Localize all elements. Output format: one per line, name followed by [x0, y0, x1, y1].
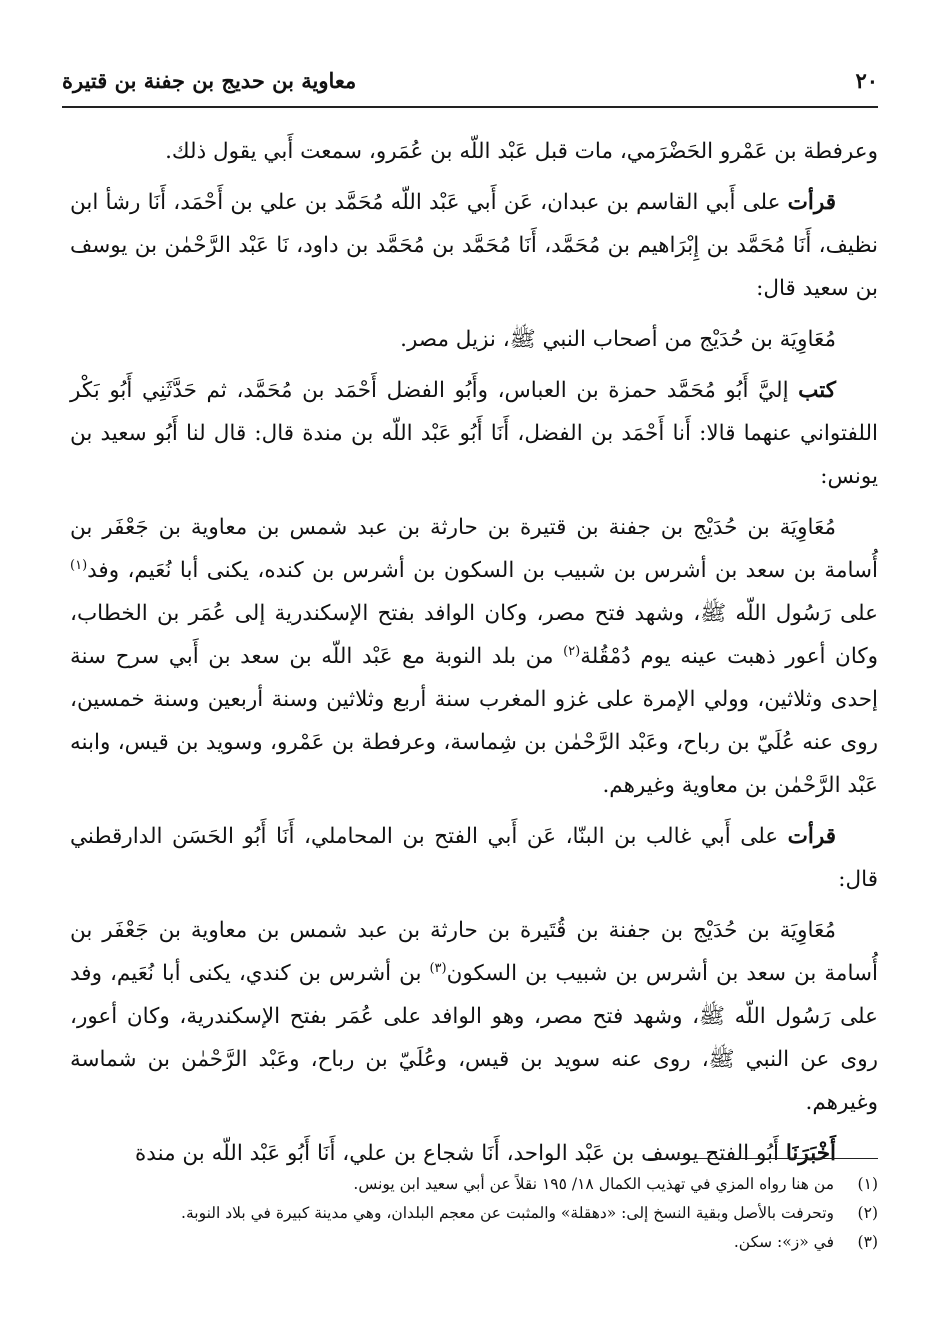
paragraph-lead: كتب: [798, 378, 836, 403]
page-number: ٢٠: [855, 67, 878, 93]
paragraph-lead: قرأت: [787, 824, 836, 849]
paragraph-6: قرأت على أَبي غالب بن البنّا، عَن أَبي الفتح بن المحاملي، أَنَا أَبُو الحَسَن الدارقطني قال:: [70, 824, 878, 892]
paragraph-7: مُعَاوِيَة بن حُدَيْج بن جفنة بن قُتَيرة بن حارثة بن عبد شمس بن معاوية بن جَعْفَر بن أُسامة بن سعد بن أشرس بن شبيب بن السكون$^{(٣)}$ بن أشرس بن كندي، يكنى أبا نُعَيم، وفد على رَسُول اللّه ﷺ، وشهد فتح مصر، وهو الوافد على عُمَر بفتح الإسكندرية، وكان أعور، روى عن النبي ﷺ، روى عنه سويد بن قيس، وعُلَيّ بن رباح، وعَبْد الرَّحْمٰن بن شماسة وغيرهم.: [70, 918, 878, 1115]
footnote-text: وتحرفت بالأصل وبقية النسخ إلى: «دهقلة» والمثبت عن معجم البلدان، وهي مدينة كبيرة في بلاد النوبة.: [181, 1204, 834, 1222]
footnote-2: [62, 1199, 878, 1228]
header-divider: [62, 106, 878, 108]
paragraph-2: قرأت على أَبي القاسم بن عبدان، عَن أَبي عَبْد اللّه مُحَمَّد بن علي بن أَحْمَد، أَنَا رشأ ابن نظيف، أَنَا مُحَمَّد بن إِبْرَاهيم بن مُحَمَّد، أَنَا مُحَمَّد بن مُحَمَّد بن داود، نَا عَبْد الرَّحْمٰن بن يوسف بن سعيد قال:: [70, 190, 878, 301]
footnote-number: (٢): [857, 1204, 878, 1222]
footnote-number: (١): [857, 1175, 878, 1193]
paragraph-3: مُعَاوِيَة بن حُدَيْج من أصحاب النبي ﷺ، نزيل مصر.: [400, 327, 836, 352]
page-header: [62, 58, 878, 102]
running-title: معاوية بن حديج بن جفنة بن قتيرة: [62, 67, 357, 93]
paragraph-5: مُعَاوِيَة بن حُدَيْج بن جفنة بن قتيرة بن حارثة بن عبد شمس بن معاوية بن جَعْفَر بن أُسامة بن سعد بن أشرس بن شبيب بن السكون بن أشرس بن كنده، يكنى أبا نُعَيم، وفد$^{(١)}$ على رَسُول اللّه ﷺ، وشهد فتح مصر، وكان الوافد بفتح الإسكندرية إلى عُمَر بن الخطاب، وكان أعور ذهبت عينه يوم دُمْقُلة$^{(٢)}$ من بلد النوبة مع عَبْد اللّه بن سعد بن أَبي سرح سنة إحدى وثلاثين، وولي الإمرة على غزو المغرب سنة أربع وثلاثين وسنة أربعين وسنة خمسين، روى عنه عُلَيّ بن رباح، وعَبْد الرَّحْمٰن بن شِماسة، وعرفطة بن عَمْرو، وسويد بن قيس، وابنه عَبْد الرَّحْمٰن بن معاوية وغيرهم.: [70, 515, 878, 798]
footnote-ref-3[interactable]: (٣): [429, 960, 447, 976]
footnote-ref-2[interactable]: (٢): [563, 643, 581, 659]
footnote-text: من هنا رواه المزي في تهذيب الكمال ١٨/ ١٩٥ نقلاً عن أبي سعيد ابن يونس.: [353, 1175, 834, 1193]
footnote-1: [62, 1170, 878, 1199]
paragraph-lead: أَخْبَرَنَا: [785, 1141, 836, 1166]
paragraph-4: كتب إليَّ أَبُو مُحَمَّد حمزة بن العباس، وأَبُو الفضل أَحْمَد بن مُحَمَّد، ثم حَدَّثَنِي أَبُو بَكْر اللفتواني عنهما قالا: أَنا أَحْمَد بن الفضل، أَنَا أَبُو عَبْد اللّه بن مندة قال: قال لنا أَبُو سعيد بن يونس:: [70, 378, 878, 489]
footnotes: [62, 1170, 878, 1257]
paragraph-8: أَخْبَرَنَا أَبُو الفتح يوسف بن عَبْد الواحد، أَنَا شجاع بن علي، أَنَا أَبُو عَبْد اللّه بن مندة: [135, 1141, 836, 1166]
footnote-text: في «ز»: سكن.: [733, 1233, 834, 1251]
footnote-divider: [648, 1158, 878, 1159]
footnote-ref-1[interactable]: (١): [70, 557, 88, 573]
main-text: [70, 130, 878, 1183]
paragraph-lead: قرأت: [787, 190, 836, 215]
footnote-number: (٣): [857, 1233, 878, 1251]
paragraph-1: وعرفطة بن عَمْرو الحَضْرَمي، مات قبل عَبْد اللّه بن عُمَرو، سمعت أَبي يقول ذلك.: [165, 139, 878, 164]
footnote-3: [62, 1228, 878, 1257]
